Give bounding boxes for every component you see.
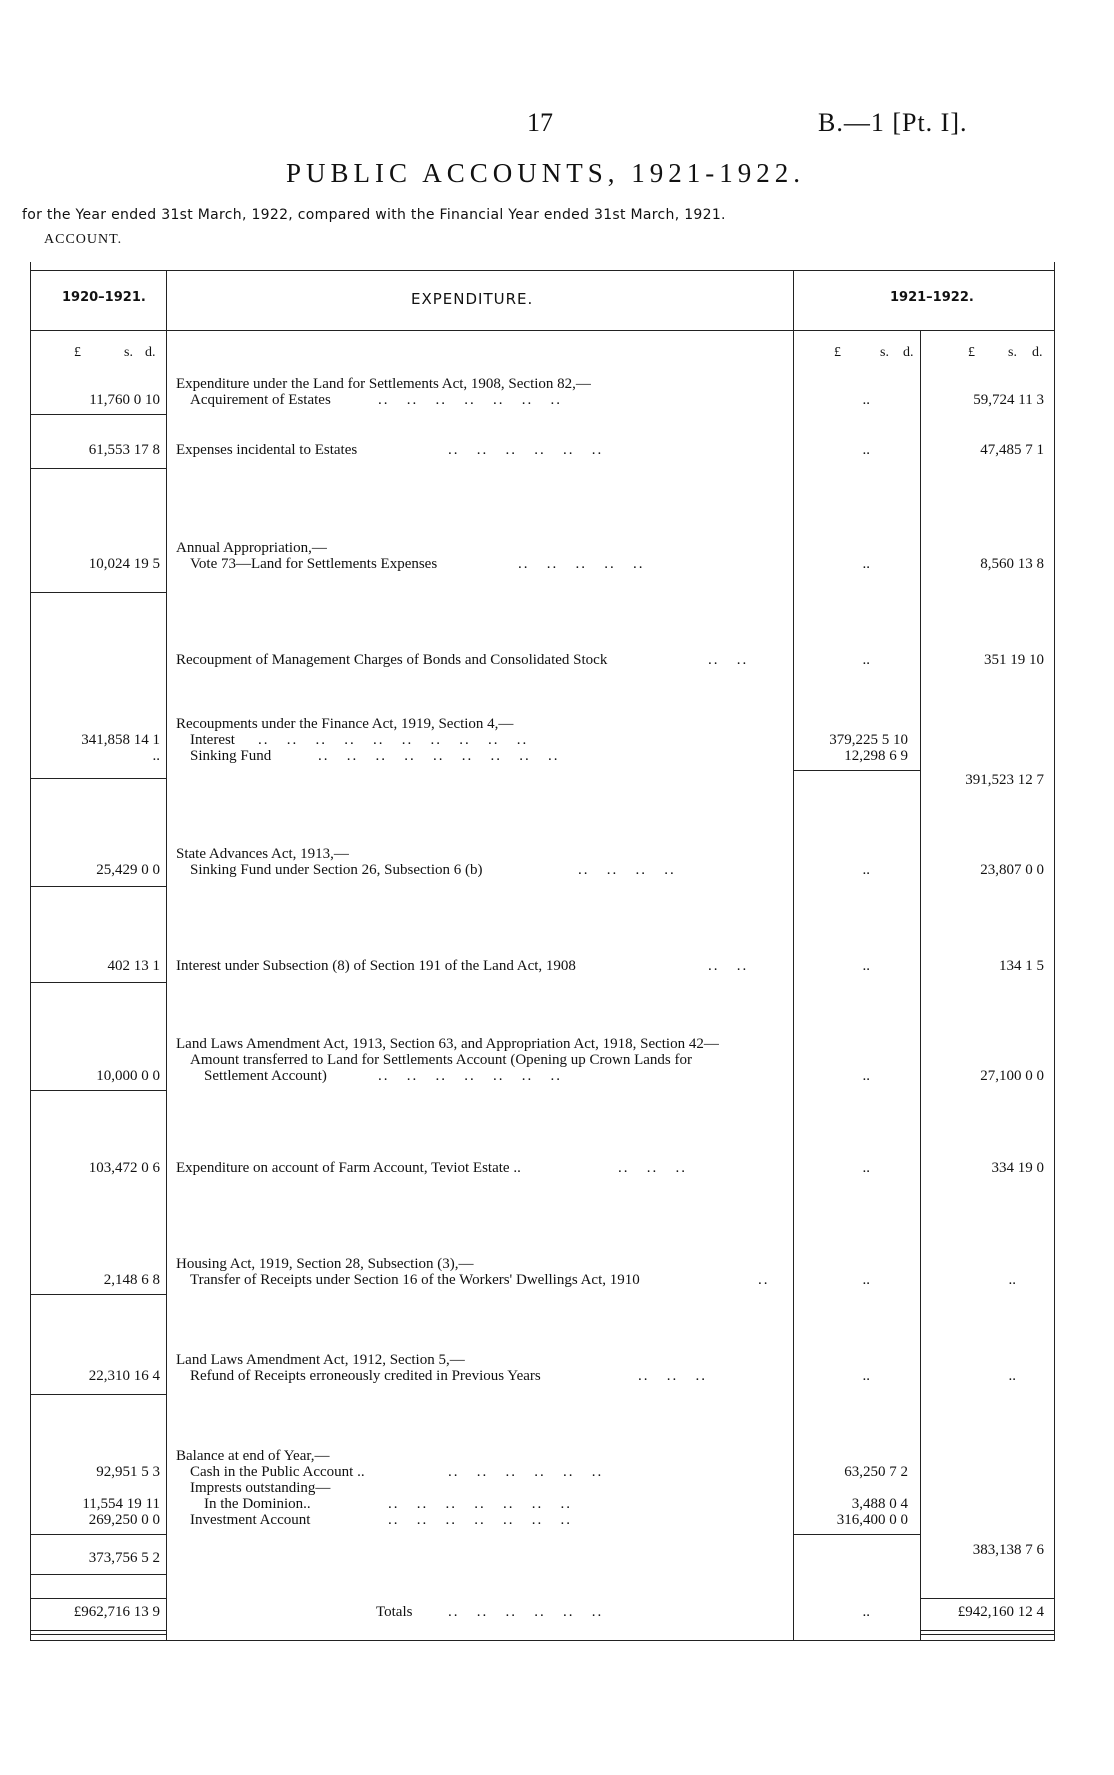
totals-top-rule xyxy=(920,1598,1054,1599)
row-label: Sinking Fund under Section 26, Subsection 6 (b) xyxy=(190,862,483,878)
row-heading: Expenditure under the Land for Settlements Act, 1908, Section 82,— xyxy=(176,376,591,392)
document-reference: B.—1 [Pt. I]. xyxy=(818,108,968,137)
leader-dots: .. .. .. .. .. .. .. xyxy=(378,1068,562,1084)
row-label-2: Sinking Fund xyxy=(190,748,272,764)
row-prev-amount-3: 269,250 0 0 xyxy=(88,1512,160,1528)
totals-double-rule xyxy=(920,1630,1054,1635)
row-rule xyxy=(30,1090,166,1091)
totals-prev-amount: £962,716 13 9 xyxy=(73,1604,160,1620)
row-rule xyxy=(30,1294,166,1295)
header-expenditure: EXPENDITURE. xyxy=(411,290,534,308)
row-inner-amount: .. xyxy=(862,442,870,458)
row-total-amount: 134 1 5 xyxy=(999,958,1044,974)
col-divider-2 xyxy=(793,270,794,1640)
row-prev-amount: 25,429 0 0 xyxy=(96,862,160,878)
unit-pence-prev: d. xyxy=(145,345,156,360)
leader-dots: .. .. .. .. .. .. .. xyxy=(388,1496,572,1512)
row-prev-amount: 10,024 19 5 xyxy=(88,556,160,572)
row-heading: Balance at end of Year,— xyxy=(176,1448,330,1464)
page-title: PUBLIC ACCOUNTS, 1921-1922. xyxy=(286,158,806,188)
leader-dots: .. .. .. xyxy=(618,1160,687,1176)
leader-dots: .. .. .. .. .. .. .. xyxy=(388,1512,572,1528)
page-number: 17 xyxy=(527,108,553,137)
row-label-4: Investment Account xyxy=(190,1512,311,1528)
row-inner-amount: .. xyxy=(862,1068,870,1084)
row-prev-amount: 10,000 0 0 xyxy=(96,1068,160,1084)
subtotal-rule xyxy=(793,770,920,771)
row-label: Recoupment of Management Charges of Bonds and Consolidated Stock xyxy=(176,652,608,668)
row-inner-amount: .. xyxy=(862,392,870,408)
row-label: Vote 73—Land for Settlements Expenses xyxy=(190,556,438,572)
unit-shillings-total: s. xyxy=(1008,345,1017,360)
totals-total-amount: £942,160 12 4 xyxy=(957,1604,1044,1620)
unit-shillings-prev: s. xyxy=(124,345,133,360)
row-heading: Recoupments under the Finance Act, 1919, Section 4,— xyxy=(176,716,514,732)
totals-inner-amount: .. xyxy=(862,1604,870,1620)
header-bottom-rule xyxy=(30,330,1055,331)
row-prev-amount-2: 11,554 19 11 xyxy=(82,1496,160,1512)
row-rule xyxy=(30,982,166,983)
row-total-amount: .. xyxy=(1008,1272,1016,1288)
row-total-amount: 383,138 7 6 xyxy=(972,1542,1044,1558)
leader-dots: .. .. .. .. xyxy=(578,862,676,878)
right-border xyxy=(1054,262,1055,1640)
totals-top-rule xyxy=(30,1598,166,1599)
row-heading: State Advances Act, 1913,— xyxy=(176,846,349,862)
row-prev-amount: 341,858 14 1 xyxy=(81,732,160,748)
leader-dots: .. .. xyxy=(708,958,749,974)
header-curr-year: 1921–1922. xyxy=(890,290,974,305)
leader-dots: .. .. .. .. .. .. xyxy=(448,442,604,458)
leader-dots: .. xyxy=(758,1272,770,1288)
row-label-2: Imprests outstanding— xyxy=(190,1480,331,1496)
row-heading: Annual Appropriation,— xyxy=(176,540,327,556)
row-heading: Land Laws Amendment Act, 1913, Section 63, and Appropriation Act, 1918, Section 42— xyxy=(176,1036,719,1052)
leader-dots: .. .. .. .. .. .. .. .. .. xyxy=(318,748,560,764)
row-inner-amount: .. xyxy=(862,1368,870,1384)
row-inner-amount: 379,225 5 10 xyxy=(829,732,908,748)
table-bottom-rule xyxy=(30,1640,1055,1641)
row-inner-amount: .. xyxy=(862,862,870,878)
row-inner-amount: .. xyxy=(862,1160,870,1176)
row-total-amount: 23,807 0 0 xyxy=(980,862,1044,878)
row-rule xyxy=(30,886,166,887)
row-prev-amount: 103,472 0 6 xyxy=(88,1160,160,1176)
table-top-rule xyxy=(30,270,1055,271)
unit-pence-total: d. xyxy=(1032,345,1043,360)
row-label: Transfer of Receipts under Section 16 of the Workers' Dwellings Act, 1910 xyxy=(190,1272,640,1288)
row-prev-amount: 2,148 6 8 xyxy=(103,1272,160,1288)
row-label: Cash in the Public Account .. xyxy=(190,1464,365,1480)
unit-shillings-inner: s. xyxy=(880,345,889,360)
unit-pound-prev: £ xyxy=(74,345,81,360)
row-prev-amount: 61,553 17 8 xyxy=(88,442,160,458)
row-label-2: Settlement Account) xyxy=(204,1068,327,1084)
row-prev-amount: 402 13 1 xyxy=(107,958,160,974)
row-rule xyxy=(30,414,166,415)
leader-dots: .. .. .. .. .. .. xyxy=(448,1464,604,1480)
row-inner-amount: .. xyxy=(862,1272,870,1288)
row-total-amount: 59,724 11 3 xyxy=(973,392,1044,408)
row-total-amount: .. xyxy=(1008,1368,1016,1384)
row-label: Interest under Subsection (8) of Section 191 of the Land Act, 1908 xyxy=(176,958,576,974)
row-inner-amount: .. xyxy=(862,556,870,572)
row-total-amount: 47,485 7 1 xyxy=(980,442,1044,458)
leader-dots: .. .. xyxy=(708,652,749,668)
row-prev-amount: 22,310 16 4 xyxy=(88,1368,160,1384)
subtotal-rule xyxy=(793,1534,920,1535)
unit-pound-inner: £ xyxy=(834,345,841,360)
unit-pound-total: £ xyxy=(968,345,975,360)
row-prev-amount-2: .. xyxy=(152,748,160,764)
totals-double-rule xyxy=(30,1630,166,1635)
row-prev-amount: 11,760 0 10 xyxy=(89,392,160,408)
leader-dots: .. .. .. .. .. xyxy=(518,556,645,572)
row-total-amount: 8,560 13 8 xyxy=(980,556,1044,572)
row-rule xyxy=(30,1394,166,1395)
row-label: Expenses incidental to Estates xyxy=(176,442,358,458)
row-rule xyxy=(30,592,166,593)
leader-dots: .. .. .. .. .. .. .. .. .. .. xyxy=(258,732,529,748)
row-label: Amount transferred to Land for Settlements Account (Opening up Crown Lands for xyxy=(190,1052,692,1068)
row-inner-amount: .. xyxy=(862,652,870,668)
header-prev-year: 1920–1921. xyxy=(62,290,146,305)
row-total-amount: 27,100 0 0 xyxy=(980,1068,1044,1084)
account-label: ACCOUNT. xyxy=(44,232,123,247)
unit-pence-inner: d. xyxy=(903,345,914,360)
leader-dots: .. .. .. .. .. .. .. xyxy=(378,392,562,408)
row-inner-amount-3: 316,400 0 0 xyxy=(836,1512,908,1528)
row-total-amount: 334 19 0 xyxy=(991,1160,1044,1176)
row-inner-amount: 63,250 7 2 xyxy=(844,1464,908,1480)
col-divider-1 xyxy=(166,270,167,1640)
page-subtitle: for the Year ended 31st March, 1922, compared with the Financial Year ended 31st March, 1921. xyxy=(22,207,726,223)
row-heading: Housing Act, 1919, Section 28, Subsection (3),— xyxy=(176,1256,474,1272)
leader-dots: .. .. .. .. .. .. xyxy=(448,1604,604,1620)
row-rule xyxy=(30,468,166,469)
row-inner-amount-2: 3,488 0 4 xyxy=(851,1496,908,1512)
row-label: Acquirement of Estates xyxy=(190,392,331,408)
totals-label: Totals xyxy=(376,1604,413,1620)
row-label: Expenditure on account of Farm Account, Teviot Estate .. xyxy=(176,1160,521,1176)
row-rule xyxy=(30,1574,166,1575)
row-total-amount: 351 19 10 xyxy=(984,652,1044,668)
row-label: Interest xyxy=(190,732,235,748)
row-prev-amount: 92,951 5 3 xyxy=(96,1464,160,1480)
row-total-amount: 391,523 12 7 xyxy=(965,772,1044,788)
leader-dots: .. .. .. xyxy=(638,1368,707,1384)
row-label: Refund of Receipts erroneously credited in Previous Years xyxy=(190,1368,541,1384)
row-heading: Land Laws Amendment Act, 1912, Section 5,— xyxy=(176,1352,465,1368)
row-inner-amount: .. xyxy=(862,958,870,974)
row-inner-amount-2: 12,298 6 9 xyxy=(844,748,908,764)
row-rule xyxy=(30,778,166,779)
col-divider-3 xyxy=(920,330,921,1640)
row-label-3: In the Dominion.. xyxy=(204,1496,311,1512)
row-prev-subtotal: 373,756 5 2 xyxy=(88,1550,160,1566)
subtotal-rule xyxy=(30,1534,166,1535)
